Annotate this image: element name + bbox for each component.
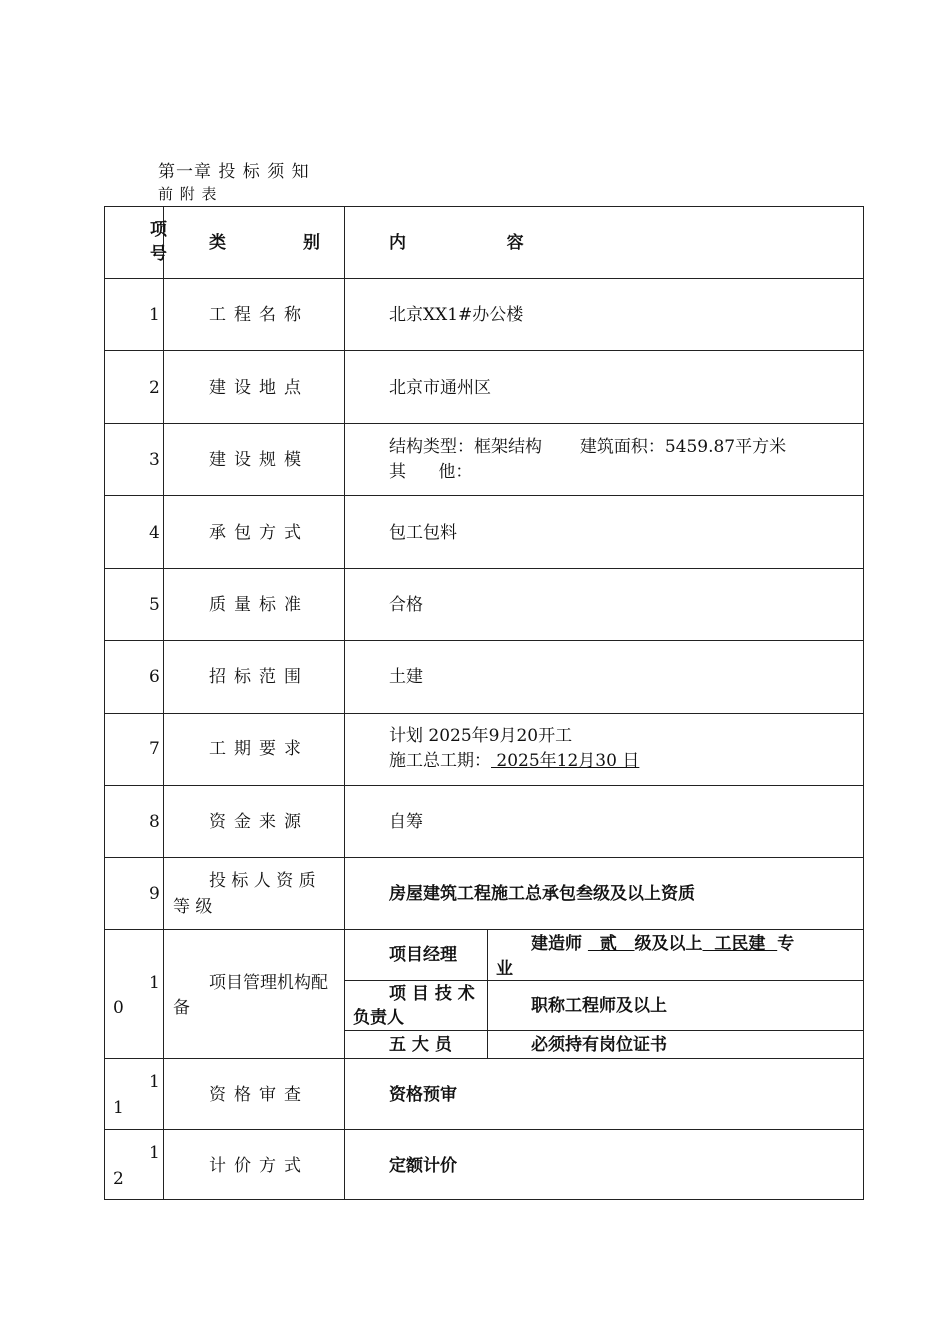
row-category: 建设地点 (209, 378, 309, 398)
row-number: 5 (149, 595, 160, 615)
technical-lead-requirement: 职称工程师及以上 (531, 996, 667, 1016)
row-content-line2 (389, 750, 639, 772)
duration-label: 施工总工期： (389, 751, 491, 771)
row-number-line1: 1 (149, 973, 160, 993)
row-number: 1 (149, 305, 160, 325)
row-category: 计价方式 (209, 1156, 309, 1176)
row-category-line1: 项目管理机构配 (209, 973, 328, 993)
row-category: 资格审查 (209, 1085, 309, 1105)
row-number-line1: 1 (149, 1072, 160, 1092)
chapter-title: 第一章 投 标 须 知 (158, 162, 310, 182)
row-number: 2 (149, 378, 160, 398)
row-number-line2: 1 (113, 1098, 124, 1118)
header-category: 类 别 (209, 233, 320, 253)
header-item-no: 项 (150, 220, 167, 240)
header-content: 内 容 (389, 233, 524, 253)
row-category: 承包方式 (209, 523, 309, 543)
project-manager-requirement: 建造师 贰 级及以上 工民建 专 (531, 934, 795, 954)
row-category: 工程名称 (209, 305, 309, 325)
row-content: 资格预审 (389, 1085, 457, 1105)
row-number-line1: 1 (149, 1143, 160, 1163)
row-number: 3 (149, 450, 160, 470)
five-staff-label: 五 大 员 (389, 1035, 452, 1055)
five-staff-requirement: 必须持有岗位证书 (531, 1035, 667, 1055)
row-content: 自筹 (389, 812, 423, 832)
row-number-line2: 2 (113, 1169, 124, 1189)
row-content: 包工包料 (389, 523, 457, 543)
technical-lead-label-line1: 项 目 技 术 (389, 984, 475, 1004)
bid-info-table (104, 206, 864, 1200)
row-content-line1: 计划 2025年9月20开工 (389, 726, 573, 746)
row-content-line2: 其 他： (389, 462, 473, 482)
table-title: 前 附 表 (158, 185, 218, 203)
row-content: 北京XX1#办公楼 (389, 305, 524, 325)
project-manager-requirement-line2: 业 (496, 959, 513, 979)
row-category: 招标范围 (209, 667, 309, 687)
row-category: 质量标准 (209, 595, 309, 615)
row-number: 4 (149, 523, 160, 543)
row-number: 8 (149, 812, 160, 832)
technical-lead-label-line2: 负责人 (353, 1008, 404, 1028)
project-manager-label: 项目经理 (389, 945, 457, 965)
row-content: 合格 (389, 595, 423, 615)
row-number-line2: 0 (113, 998, 124, 1018)
row-category-line2: 等 级 (173, 897, 213, 917)
row-category-line2: 备 (173, 998, 190, 1018)
row-content: 房屋建筑工程施工总承包叁级及以上资质 (389, 884, 695, 904)
header-item-no-2: 号 (150, 244, 167, 264)
row-category: 建设规模 (209, 450, 309, 470)
row-number: 6 (149, 667, 160, 687)
row-number: 7 (149, 739, 160, 759)
row-content: 土建 (389, 667, 423, 687)
row-number: 9 (149, 884, 160, 904)
row-content: 北京市通州区 (389, 378, 491, 398)
row-content-line1: 结构类型：框架结构 建筑面积：5459.87平方米 (389, 437, 787, 457)
row-category: 工期要求 (209, 739, 309, 759)
duration-value: 2025年12月30 日 (491, 751, 640, 771)
row-category-line1: 投 标 人 资 质 (209, 871, 316, 891)
row-content: 定额计价 (389, 1156, 457, 1176)
row-category: 资金来源 (209, 812, 309, 832)
